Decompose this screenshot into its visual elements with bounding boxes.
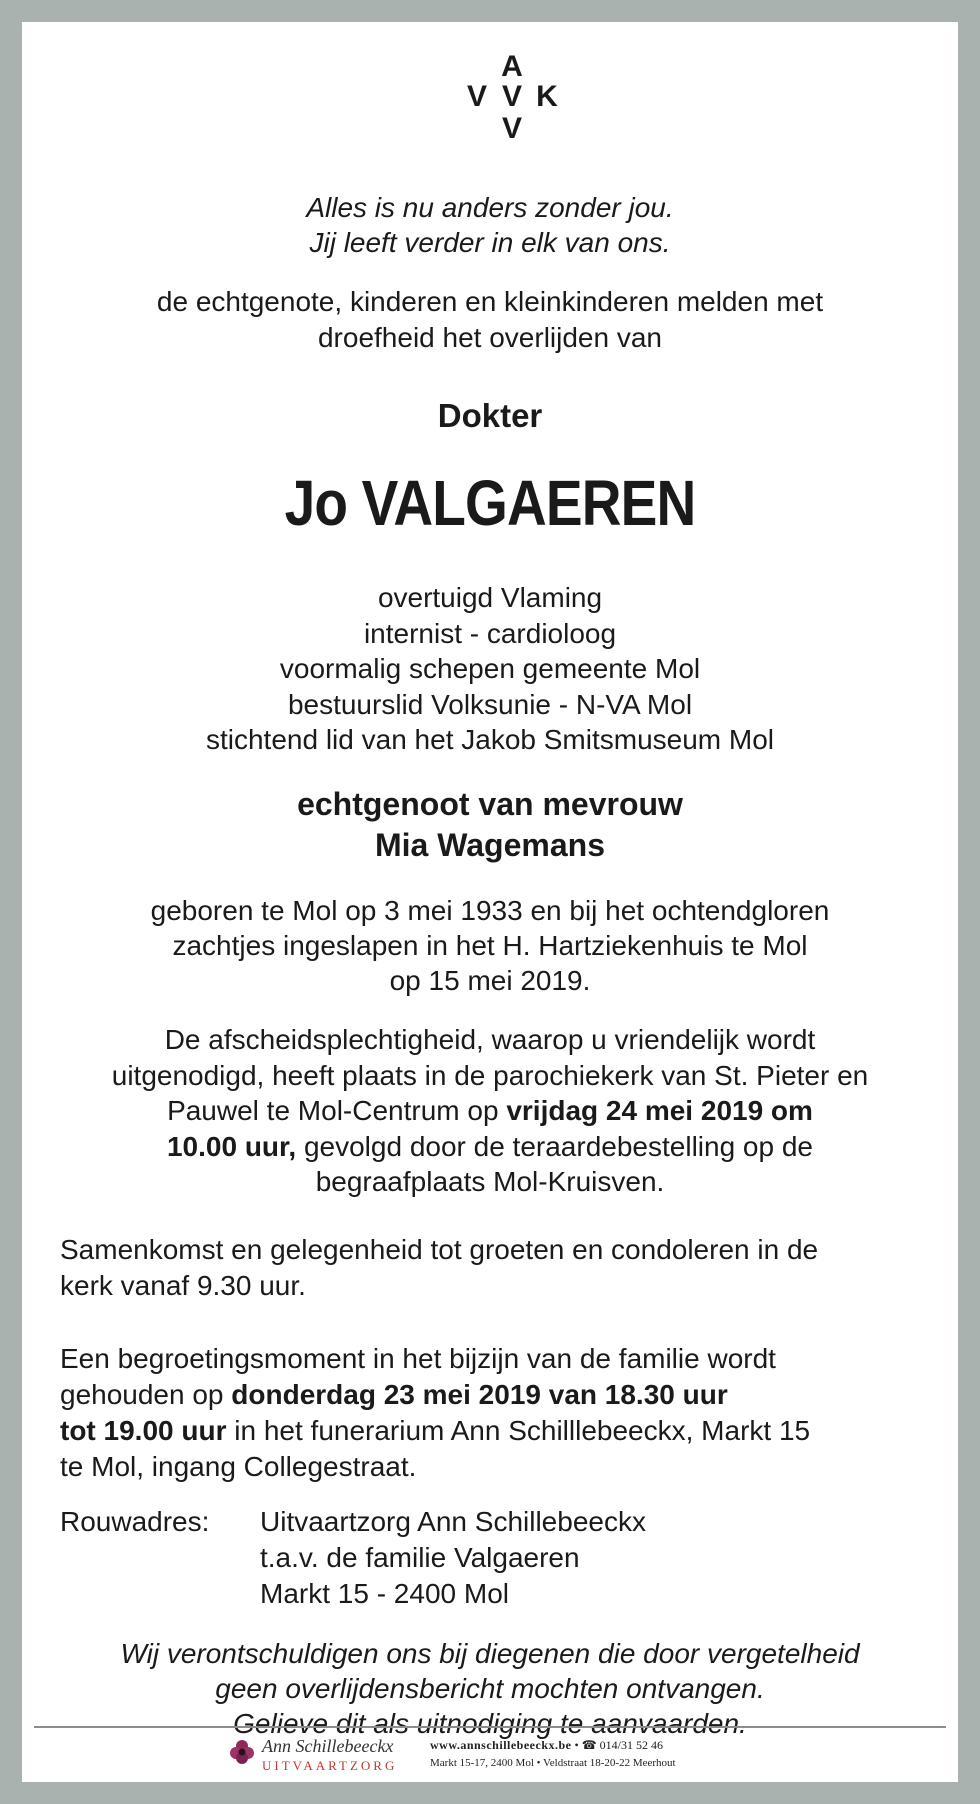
spouse-line: echtgenoot van mevrouw	[297, 786, 683, 822]
service-line: begraafplaats Mol-Kruisven.	[315, 1166, 665, 1197]
greeting-text: gehouden op	[60, 1379, 232, 1410]
greeting-text: in het funerarium Ann Schilllebeeckx, Markt 15	[226, 1415, 811, 1446]
logo-letter-center: V	[501, 80, 522, 113]
role-line: internist - cardioloog	[363, 617, 617, 649]
service-line	[22, 1129, 958, 1165]
gathering-line: Samenkomst en gelegenheid tot groeten en condoleren in de	[60, 1234, 819, 1265]
service-line: De afscheidsplechtigheid, waarop u vriendelijk wordt	[164, 1024, 816, 1055]
service-line	[22, 1093, 958, 1129]
greeting-line	[60, 1377, 940, 1413]
address-label: Rouwadres:	[60, 1506, 210, 1537]
greeting-date-bold: donderdag 23 mei 2019 van 18.30 uur	[231, 1379, 728, 1410]
address-line: t.a.v. de familie Valgaeren	[260, 1542, 580, 1573]
greeting-moment-info	[60, 1341, 940, 1485]
announcement-intro	[22, 284, 958, 356]
service-text: Pauwel te Mol-Centrum op	[167, 1095, 507, 1126]
gathering-info	[60, 1232, 940, 1304]
funeral-home-name: Ann Schillebeeckx	[262, 1736, 394, 1756]
spouse-block	[22, 784, 958, 866]
gathering-line: kerk vanaf 9.30 uur.	[60, 1270, 306, 1301]
website-link[interactable]: www.annschillebeeckx.be	[430, 1738, 572, 1752]
service-time-bold: 10.00 uur,	[166, 1130, 297, 1162]
address-lines	[260, 1504, 646, 1612]
roles-list	[22, 580, 958, 758]
role-line: voormalig schepen gemeente Mol	[279, 653, 701, 684]
closing-line: Wij verontschuldigen ons bij diegenen die door vergetelheid	[120, 1638, 860, 1669]
funeral-home-addresses: Markt 15-17, 2400 Mol • Veldstraat 18-20-22 Meerhout	[430, 1757, 676, 1769]
phone-icon: • ☎	[574, 1738, 597, 1752]
address-line: Uitvaartzorg Ann Schillebeeckx	[260, 1506, 646, 1537]
honorific-title: Dokter	[437, 397, 543, 434]
avvk-cross-logo	[462, 52, 562, 152]
motto	[22, 190, 958, 260]
address-line: Markt 15 - 2400 Mol	[260, 1578, 509, 1609]
logo-letter-right: K	[536, 80, 558, 113]
birth-line: geboren te Mol op 3 mei 1933 en bij het ochtendgloren	[150, 895, 830, 926]
motto-line: Jij leeft verder in elk van ons.	[309, 227, 671, 258]
closing-line: geen overlijdensbericht mochten ontvangen.	[215, 1673, 765, 1704]
greeting-time-bold: tot 19.00 uur	[60, 1415, 227, 1446]
funeral-home-footer	[22, 1734, 958, 1782]
footer-divider	[34, 1726, 946, 1728]
greeting-line: Een begroetingsmoment in het bijzijn van de familie wordt	[60, 1343, 776, 1374]
birth-death-details	[22, 893, 958, 998]
phone-number: 014/31 52 46	[599, 1738, 664, 1752]
role-line: overtuigd Vlaming	[377, 582, 603, 613]
logo-letter-top: A	[501, 50, 523, 83]
obituary-card	[22, 22, 958, 1782]
logo-letter-bottom: V	[501, 112, 522, 145]
greeting-line: te Mol, ingang Collegestraat.	[60, 1451, 417, 1482]
funeral-service-info	[22, 1022, 958, 1200]
role-line: stichtend lid van het Jakob Smitsmuseum Mol	[205, 724, 775, 755]
deceased-name: Jo VALGAEREN	[284, 467, 696, 539]
logo-letter-left: V	[466, 80, 487, 113]
flower-logo-icon	[228, 1738, 256, 1766]
spouse-name: Mia Wagemans	[375, 827, 605, 863]
greeting-line	[60, 1413, 940, 1449]
closing-line: Gelieve dit als uitnodiging te aanvaarden.	[233, 1708, 747, 1739]
service-line: uitgenodigd, heeft plaats in de parochiekerk van St. Pieter en	[111, 1059, 869, 1091]
funeral-home-tagline: UITVAARTZORG	[262, 1758, 398, 1773]
motto-line: Alles is nu anders zonder jou.	[306, 192, 674, 223]
service-date-bold: vrijdag 24 mei 2019 om	[506, 1095, 813, 1126]
intro-line: de echtgenote, kinderen en kleinkinderen melden met	[156, 286, 824, 317]
contact-line	[430, 1738, 663, 1753]
role-line: bestuurslid Volksunie - N-VA Mol	[287, 688, 693, 720]
intro-line: droefheid het overlijden van	[317, 322, 662, 353]
birth-line: zachtjes ingeslapen in het H. Hartziekenhuis te Mol	[172, 930, 808, 961]
service-text: gevolgd door de teraardebestelling op de	[296, 1130, 813, 1162]
birth-line: op 15 mei 2019.	[389, 965, 591, 996]
